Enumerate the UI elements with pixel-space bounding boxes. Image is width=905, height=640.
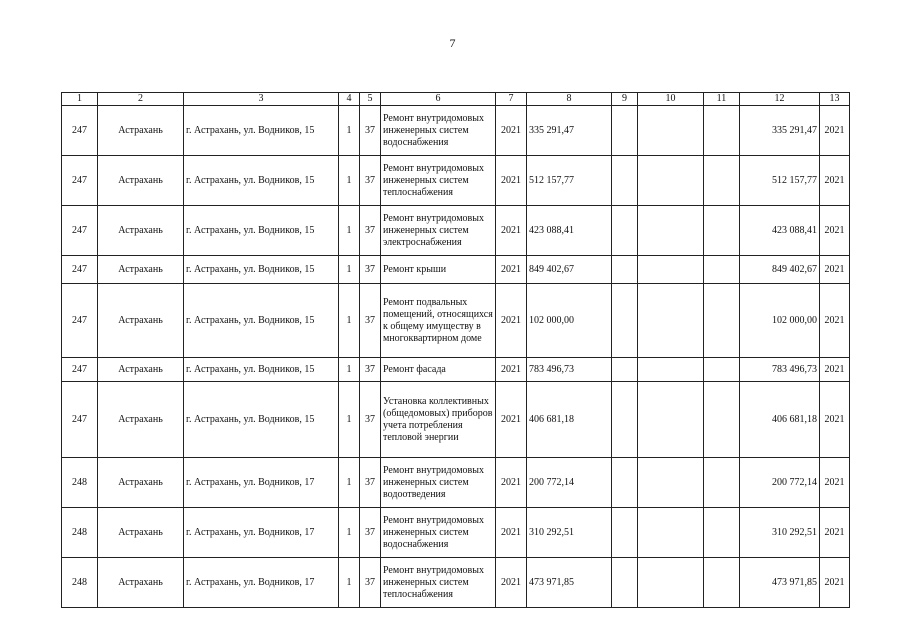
- row-number-cell: 247: [62, 358, 98, 382]
- total-cost-cell: 310 292,51: [740, 508, 820, 558]
- cost-cell: 849 402,67: [527, 256, 612, 284]
- total-cost-cell: 335 291,47: [740, 106, 820, 156]
- column-number-row: [62, 93, 850, 106]
- column-9-cell: [612, 106, 638, 156]
- total-cost-cell: 473 971,85: [740, 558, 820, 608]
- column-9-cell: [612, 458, 638, 508]
- work-type-cell: Ремонт внутридомовых инженерных систем электроснабжения: [381, 206, 496, 256]
- city-cell: Астрахань: [98, 256, 184, 284]
- column-9-cell: [612, 206, 638, 256]
- work-type-cell: Ремонт крыши: [381, 256, 496, 284]
- city-cell: Астрахань: [98, 558, 184, 608]
- table-row: [62, 382, 850, 458]
- completion-year-cell: 2021: [820, 358, 850, 382]
- year-cell: 2021: [496, 458, 527, 508]
- city-cell: Астрахань: [98, 156, 184, 206]
- column-5-cell: 37: [360, 508, 381, 558]
- column-header: 3: [184, 93, 339, 106]
- work-type-cell: Ремонт внутридомовых инженерных систем водоотведения: [381, 458, 496, 508]
- column-header: 6: [381, 93, 496, 106]
- column-9-cell: [612, 156, 638, 206]
- row-number-cell: 248: [62, 458, 98, 508]
- city-cell: Астрахань: [98, 206, 184, 256]
- city-cell: Астрахань: [98, 284, 184, 358]
- total-cost-cell: 423 088,41: [740, 206, 820, 256]
- address-cell: г. Астрахань, ул. Водников, 15: [184, 358, 339, 382]
- page-number: 7: [449, 36, 456, 50]
- cost-cell: 783 496,73: [527, 358, 612, 382]
- column-5-cell: 37: [360, 558, 381, 608]
- column-9-cell: [612, 508, 638, 558]
- row-number-cell: 247: [62, 156, 98, 206]
- completion-year-cell: 2021: [820, 458, 850, 508]
- table-row: [62, 458, 850, 508]
- cost-cell: 200 772,14: [527, 458, 612, 508]
- column-10-cell: [638, 284, 704, 358]
- column-header: 5: [360, 93, 381, 106]
- column-9-cell: [612, 256, 638, 284]
- column-header: 10: [638, 93, 704, 106]
- column-10-cell: [638, 558, 704, 608]
- city-cell: Астрахань: [98, 508, 184, 558]
- column-11-cell: [704, 382, 740, 458]
- column-11-cell: [704, 558, 740, 608]
- column-5-cell: 37: [360, 358, 381, 382]
- column-11-cell: [704, 458, 740, 508]
- completion-year-cell: 2021: [820, 382, 850, 458]
- column-4-cell: 1: [339, 558, 360, 608]
- column-11-cell: [704, 256, 740, 284]
- total-cost-cell: 200 772,14: [740, 458, 820, 508]
- cost-cell: 102 000,00: [527, 284, 612, 358]
- address-cell: г. Астрахань, ул. Водников, 17: [184, 508, 339, 558]
- completion-year-cell: 2021: [820, 156, 850, 206]
- table-body: [62, 106, 850, 608]
- column-9-cell: [612, 358, 638, 382]
- total-cost-cell: 102 000,00: [740, 284, 820, 358]
- city-cell: Астрахань: [98, 358, 184, 382]
- completion-year-cell: 2021: [820, 256, 850, 284]
- table-row: [62, 156, 850, 206]
- cost-cell: 423 088,41: [527, 206, 612, 256]
- address-cell: г. Астрахань, ул. Водников, 15: [184, 156, 339, 206]
- column-header: 9: [612, 93, 638, 106]
- column-4-cell: 1: [339, 508, 360, 558]
- total-cost-cell: 849 402,67: [740, 256, 820, 284]
- column-10-cell: [638, 458, 704, 508]
- address-cell: г. Астрахань, ул. Водников, 15: [184, 284, 339, 358]
- cost-cell: 310 292,51: [527, 508, 612, 558]
- column-11-cell: [704, 284, 740, 358]
- work-type-cell: Ремонт внутридомовых инженерных систем водоснабжения: [381, 106, 496, 156]
- address-cell: г. Астрахань, ул. Водников, 15: [184, 206, 339, 256]
- column-4-cell: 1: [339, 106, 360, 156]
- completion-year-cell: 2021: [820, 558, 850, 608]
- column-10-cell: [638, 382, 704, 458]
- column-10-cell: [638, 358, 704, 382]
- year-cell: 2021: [496, 284, 527, 358]
- column-9-cell: [612, 284, 638, 358]
- column-4-cell: 1: [339, 156, 360, 206]
- year-cell: 2021: [496, 106, 527, 156]
- work-type-cell: Ремонт внутридомовых инженерных систем теплоснабжения: [381, 156, 496, 206]
- city-cell: Астрахань: [98, 458, 184, 508]
- completion-year-cell: 2021: [820, 284, 850, 358]
- column-5-cell: 37: [360, 458, 381, 508]
- year-cell: 2021: [496, 156, 527, 206]
- column-9-cell: [612, 382, 638, 458]
- row-number-cell: 248: [62, 508, 98, 558]
- work-type-cell: Ремонт подвальных помещений, относящихся к общему имуществу в многоквартирном доме: [381, 284, 496, 358]
- address-cell: г. Астрахань, ул. Водников, 15: [184, 256, 339, 284]
- address-cell: г. Астрахань, ул. Водников, 15: [184, 382, 339, 458]
- column-5-cell: 37: [360, 106, 381, 156]
- completion-year-cell: 2021: [820, 508, 850, 558]
- cost-cell: 512 157,77: [527, 156, 612, 206]
- column-10-cell: [638, 256, 704, 284]
- city-cell: Астрахань: [98, 106, 184, 156]
- column-5-cell: 37: [360, 206, 381, 256]
- work-type-cell: Ремонт внутридомовых инженерных систем теплоснабжения: [381, 558, 496, 608]
- column-header: 12: [740, 93, 820, 106]
- column-5-cell: 37: [360, 156, 381, 206]
- column-11-cell: [704, 508, 740, 558]
- cost-cell: 335 291,47: [527, 106, 612, 156]
- column-header: 11: [704, 93, 740, 106]
- table-row: [62, 206, 850, 256]
- column-5-cell: 37: [360, 382, 381, 458]
- work-type-cell: Ремонт фасада: [381, 358, 496, 382]
- address-cell: г. Астрахань, ул. Водников, 17: [184, 558, 339, 608]
- column-4-cell: 1: [339, 382, 360, 458]
- table-row: [62, 508, 850, 558]
- column-11-cell: [704, 358, 740, 382]
- column-header: 1: [62, 93, 98, 106]
- repair-registry-table: [61, 92, 850, 608]
- table-row: [62, 558, 850, 608]
- table-row: [62, 358, 850, 382]
- column-11-cell: [704, 156, 740, 206]
- row-number-cell: 247: [62, 382, 98, 458]
- work-type-cell: Установка коллективных (общедомовых) приборов учета потребления тепловой энергии: [381, 382, 496, 458]
- year-cell: 2021: [496, 382, 527, 458]
- total-cost-cell: 512 157,77: [740, 156, 820, 206]
- year-cell: 2021: [496, 206, 527, 256]
- year-cell: 2021: [496, 558, 527, 608]
- row-number-cell: 247: [62, 106, 98, 156]
- row-number-cell: 247: [62, 256, 98, 284]
- city-cell: Астрахань: [98, 382, 184, 458]
- row-number-cell: 247: [62, 206, 98, 256]
- column-4-cell: 1: [339, 256, 360, 284]
- column-4-cell: 1: [339, 458, 360, 508]
- row-number-cell: 247: [62, 284, 98, 358]
- column-10-cell: [638, 156, 704, 206]
- column-11-cell: [704, 206, 740, 256]
- column-4-cell: 1: [339, 284, 360, 358]
- cost-cell: 406 681,18: [527, 382, 612, 458]
- table-row: [62, 284, 850, 358]
- column-10-cell: [638, 206, 704, 256]
- column-5-cell: 37: [360, 284, 381, 358]
- year-cell: 2021: [496, 508, 527, 558]
- cost-cell: 473 971,85: [527, 558, 612, 608]
- column-header: 4: [339, 93, 360, 106]
- column-4-cell: 1: [339, 206, 360, 256]
- column-5-cell: 37: [360, 256, 381, 284]
- total-cost-cell: 783 496,73: [740, 358, 820, 382]
- work-type-cell: Ремонт внутридомовых инженерных систем водоснабжения: [381, 508, 496, 558]
- address-cell: г. Астрахань, ул. Водников, 17: [184, 458, 339, 508]
- column-header: 13: [820, 93, 850, 106]
- column-header: 7: [496, 93, 527, 106]
- total-cost-cell: 406 681,18: [740, 382, 820, 458]
- column-4-cell: 1: [339, 358, 360, 382]
- column-9-cell: [612, 558, 638, 608]
- table-row: [62, 106, 850, 156]
- column-header: 8: [527, 93, 612, 106]
- column-11-cell: [704, 106, 740, 156]
- year-cell: 2021: [496, 256, 527, 284]
- column-10-cell: [638, 508, 704, 558]
- completion-year-cell: 2021: [820, 106, 850, 156]
- table-row: [62, 256, 850, 284]
- row-number-cell: 248: [62, 558, 98, 608]
- address-cell: г. Астрахань, ул. Водников, 15: [184, 106, 339, 156]
- year-cell: 2021: [496, 358, 527, 382]
- column-header: 2: [98, 93, 184, 106]
- column-10-cell: [638, 106, 704, 156]
- completion-year-cell: 2021: [820, 206, 850, 256]
